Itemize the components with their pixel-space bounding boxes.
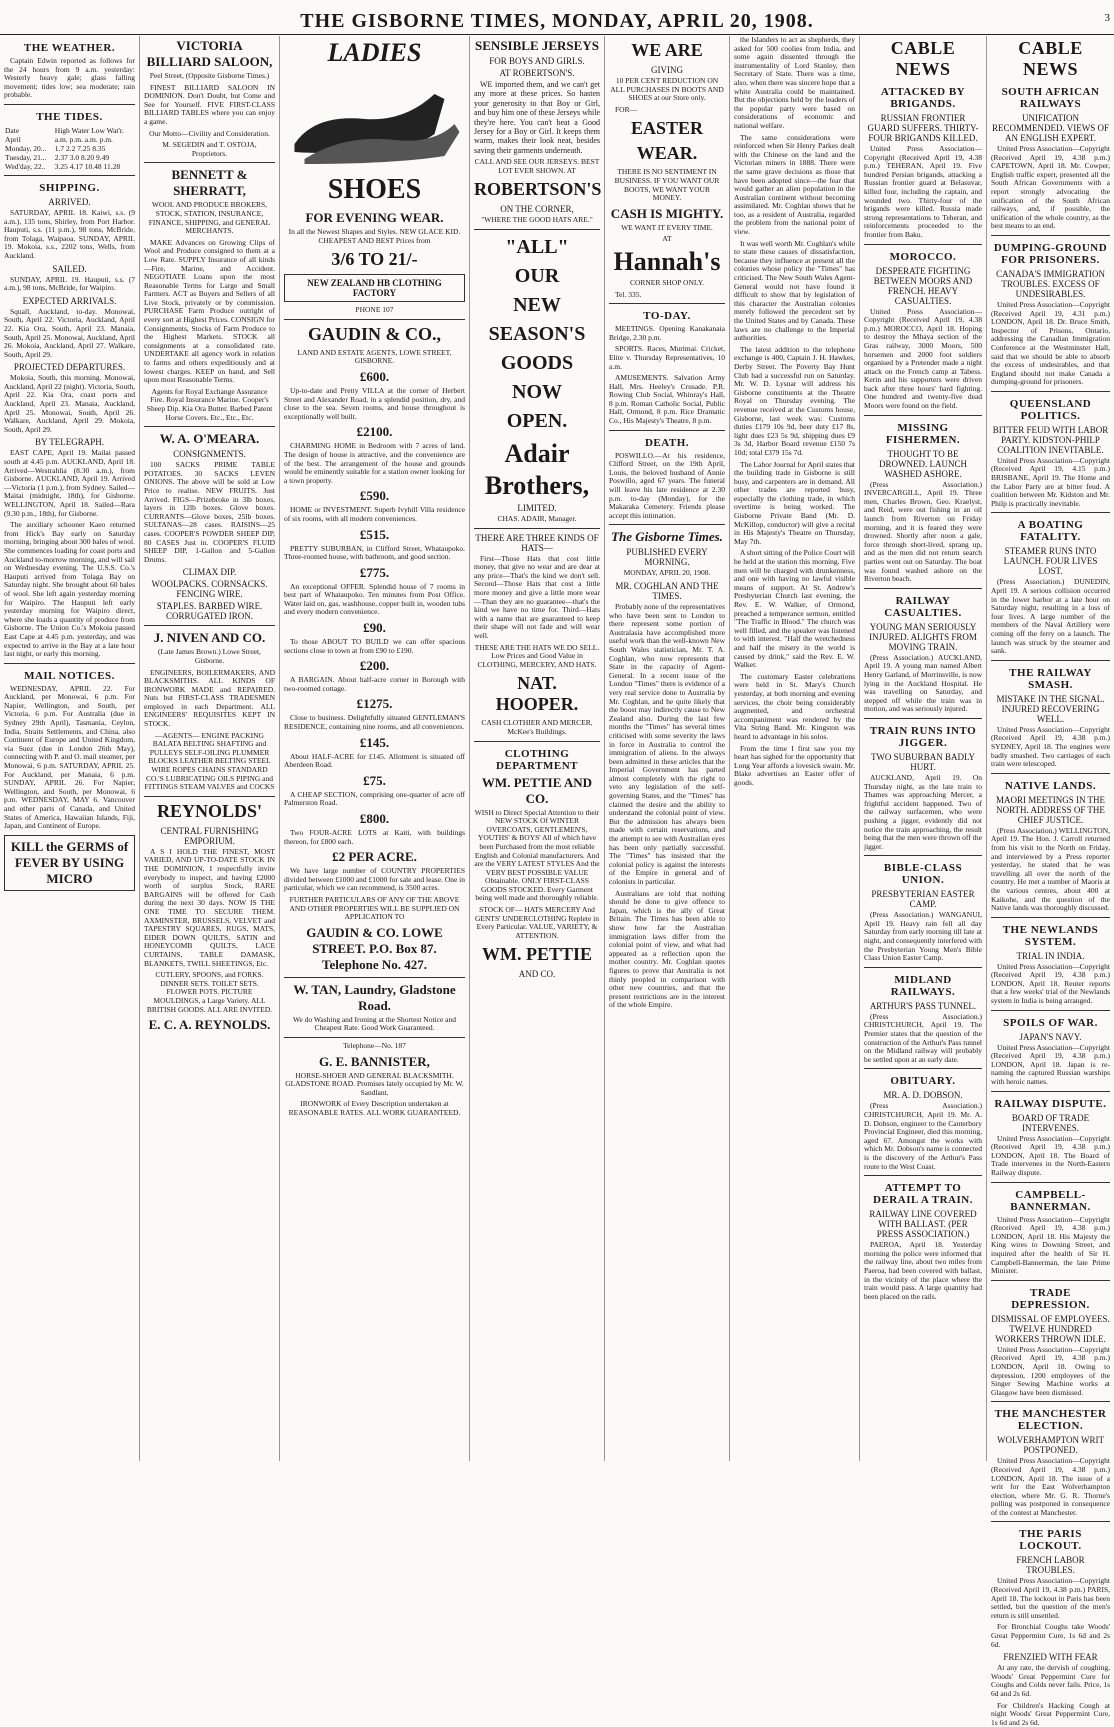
banister-text: HORSE-SHOER AND GENERAL BLACKSMITH. GLADSTONE ROAD. Promises lately occupied by Mr. W. Sandlant.: [285, 1070, 464, 1097]
cable-head-2: CABLE NEWS: [1018, 38, 1083, 79]
sailed-text: SUNDAY, APRIL 19. Hauputi, s.s. (7 a.m.), 98 tons, McBride, for Waipiro.: [4, 274, 135, 293]
corner-shop: CORNER SHOP ONLY.: [629, 277, 705, 287]
reynolds-head: REYNOLDS': [156, 800, 263, 821]
masthead-title: THE GISBORNE TIMES, MONDAY, APRIL 20, 1908.: [300, 10, 814, 32]
jerseys-text: WE imported them, and we can't get any more at these prices. So hasten your generosity to that Boy or Girl, and buy him one of these Jerseys while they're here. You can't beat a Good Jersey for a Boy or Girl. It keeps them warm, makes their look neat, besides saving their garments underneath.: [474, 80, 600, 155]
giving-word: GIVING: [651, 65, 683, 75]
arrived-head: ARRIVED.: [48, 196, 91, 207]
trade-sub: DISMISSAL OF EMPLOYEES. TWELVE HUNDRED WORKERS THROWN IDLE.: [991, 1313, 1110, 1344]
our-word: OUR: [514, 265, 560, 288]
listing-1: Up-to-date and Pretty VILLA at the corner of Herbert Street and Alexander Road, in a splendid position, dry, and close to the sea. Seven rooms, and house throughout is exceptionally well built.: [284, 385, 465, 421]
table-row: [4, 144, 135, 153]
natives-text: (Press Association.) WELLINGTON, April 19. The Hon. J. Carroll returned from his visit to the North on Friday, and interviewed by a Press reporter yesterday, he stated that he was travelling all over the north of the country. He met a number of Maoris at the various centres, about 400 at Kaikohe, and the question of the Native lands was thoroughly discussed.: [991, 825, 1110, 913]
qld-head: QUEENSLAND POLITICS.: [1009, 397, 1092, 422]
mail-head: MAIL NOTICES.: [24, 669, 115, 682]
gaudin-head: GAUDIN & CO.,: [308, 323, 441, 344]
tide-cell: a.m. p.m. a.m. p.m.: [54, 134, 113, 144]
frenzied-text: At any rate, the dervish of coughing, Woods' Great Peppermint Cure for Coughs and Colds never fails. Price, 1s 6d and 2s 6d.: [991, 1663, 1110, 1698]
now-word: NOW: [512, 381, 562, 404]
omeara-sub: CONSIGNMENTS.: [173, 449, 246, 460]
amusements: AMUSEMENTS. Salvation Army Hall, Mrs. Heeley's Crusade. P.R. Rowing Club Social, Whinray's Hall, 8 p.m. Roman Catholic Social, Public Hall, Ormond, 8 p.m. Rice Dramatic Co., His Majesty's Theatre, 8 p.m.: [609, 373, 725, 426]
reynolds-sub: CENTRAL FURNISHING EMPORIUM.: [160, 825, 259, 846]
sailed-head: SAILED.: [52, 263, 87, 274]
column-1: [0, 36, 140, 1461]
obituary-text: (Press Association.) CHRISTCHURCH, April 19. Mr. A. D. Dobson, engineer to the Canterbury Provincial Engineer, died this morning, aged 67. Amongst the works with which Mr. Dobson's name is connected is the discovery of the Arthur's Pass route to the West Coast.: [864, 1101, 983, 1171]
dispute-head: RAILWAY DISPUTE.: [994, 1097, 1107, 1110]
clothing-dept: CLOTHING DEPARTMENT: [495, 747, 579, 772]
manchester-text: United Press Association—Copyright (Received April 19, 4.38 p.m.) LONDON, April 18. The issue of a writ for the East Wolverhampton election, where Mr. G. R. Thorne's polling was postponed in consequence of the contest at Manchester.: [991, 1456, 1110, 1517]
bennett-agents: Agents for Royal Exchange Assurance Fire. Royal Insurance Marine. Cooper's Sheep Dip. Kia Ora Butter. Barbed Patent Horse Covers. Etc., Etc., Etc.: [146, 386, 273, 422]
three-kinds-head: THERE ARE THREE KINDS OF HATS—: [475, 532, 599, 553]
children-text: For Children's Hacking Cough at night Woods' Great Peppermint Cure, 1s 6d and 2s 6d.: [991, 1700, 1110, 1727]
hooper-head: NAT. HOOPER.: [495, 673, 579, 715]
new-word: NEW: [513, 294, 561, 317]
weare-word: WE ARE: [631, 40, 703, 60]
omeara-staples: STAPLES. BARBED WIRE. CORRUGATED IRON.: [156, 601, 263, 622]
railway-sub: YOUNG MAN SERIOUSLY INJURED. ALIGHTS FROM MOVING TRAIN.: [869, 621, 977, 652]
price-5: £775.: [359, 564, 390, 580]
listing-3: HOME or INVESTMENT. Superb Ivyhill Villa residence of six rooms, with all modern conveniences.: [284, 505, 465, 523]
gaudin-sig: GAUDIN & CO. LOWE STREET. P.O. Box 87. Telephone No. 427.: [306, 924, 443, 972]
pettie-stock: STOCK OF— HATS MERCERY And GENTS' UNDERCLOTHING Replete in Every Particular. VALUE, VARIETY, & ATTENTION.: [474, 905, 600, 940]
midland-sub: ARTHUR'S PASS TUNNEL.: [869, 1000, 977, 1011]
smash-text: United Press Association—Copyright (Received April 19, 4.38 p.m.) SYDNEY, April 18. The engines were badly smashed. Two carriages of each train were telescoped.: [991, 724, 1110, 769]
trade-text: United Press Association—Copyright (Received April 19, 4.38 p.m.) LONDON, April 18. Owing to depression, 1200 employees of the Singer Sewing Machine works at Glasgow have been dismissed.: [991, 1344, 1110, 1397]
natives-sub: MAORI MEETINGS IN THE NORTH. ADDRESS OF THE CHIEF JUSTICE.: [995, 794, 1106, 825]
qld-text: United Press Association—Copyright (Received April 19, 4.15 p.m.) BRISBANE, April 19. The Home and the Labor Party are at bitter feud. A coalition between Mr. Kidston and Mr. Philp is practically inevitable.: [991, 455, 1110, 508]
sports: SPORTS. Races, Murimai. Cricket, Elite v. Thursday Representatives, 10 a.m.: [609, 344, 725, 371]
micro-ad: KILL the GERMS of FEVER BY USING MICRO: [4, 835, 135, 891]
death-text: POSWILLO.—At his residence, Clifford Street, on the 19th April, Louis, the beloved husband of Annie Poswillo, aged 67 years. The funeral will leave his late residence at 2.30 p.m. to-day (Monday), for the Makaraka Cemetery. Friends please accept this intimation.: [609, 450, 725, 520]
listing-10: A CHEAP SECTION, comprising one-quarter of acre off Palmerston Road.: [284, 789, 465, 808]
natives-head: NATIVE LANDS.: [1004, 779, 1097, 792]
newlands-sub: TRIAL IN INDIA.: [1016, 950, 1085, 961]
boat-text: (Press Association.) DUNEDIN, April 19. A serious collision occurred in the lower harbor at a late hour on Saturday night, resulting in a loss of four lives. A large number of the members of the Naval Artillery were coming off the ferry on a launch. The launch was struck by the steamer and sank.: [991, 577, 1110, 656]
midland-head: MIDLAND RAILWAYS.: [890, 973, 956, 998]
tan-text: We do Washing and Ironing at the Shortest Notice and Cheapest Rate. Good Work Guaranteed.: [293, 1014, 456, 1033]
editorial-head: MR. COGHLAN AND THE TIMES.: [615, 581, 719, 601]
telegraph-head: BY TELEGRAPH.: [34, 437, 104, 448]
price-10: £75.: [363, 772, 386, 788]
smash-sub: MISTAKE IN THE SIGNAL. INJURED RECOVERING WELL.: [996, 693, 1105, 724]
morocco-text: United Press Association—Copyright (Received April 19, 4.38 p.m.) MOROCCO, April 18. Hoping to destroy the Mhaya section of the Gras railway, 3000 Moors, 500 horsemen and 2000 foot soldiers organised by a Pretender made a night attack on the French camp at Tabess. Kerin and his supporters were driven back after three hours' hard fighting. One hundred and twenty-five dead Moors were found on the field.: [864, 306, 982, 411]
jigger-text: AUCKLAND, April 19. On Thursday night, as the late train to Thames was approaching Mercer, a frightful accident happened. Two of the railway surfacemen, who were pushing a jigger, evidently did not notice the train approaching, the result being that the men were thrown off the jigger.: [864, 772, 982, 851]
listing-2: CHARMING HOME in Bedroom with 7 acres of land. The design of house is attractive, and the convenience are of the best. The arrangement of the house and grounds would be eminently suitable for a station owner looking for a town property.: [284, 441, 465, 485]
manchester-head: THE MANCHESTER ELECTION.: [994, 1408, 1107, 1433]
meetings: MEETINGS. Opening Kanakanaia Bridge, 2.30 p.m.: [609, 324, 725, 342]
price-7: £200.: [359, 658, 390, 674]
masthead: [0, 0, 1114, 35]
newlands-text: United Press Association—Copyright (Received April 19, 4.38 p.m.) LONDON, April 18. Reuter reports that a few weeks' trial of the Newlands system in India is being arranged.: [991, 961, 1110, 1006]
ladies-word: LADIES: [327, 38, 422, 67]
spoils-text: United Press Association—Copyright (Received April 19, 4.38 p.m.) LONDON, April 18. Japan is re-naming the captured Russian warships with heroic names.: [991, 1042, 1110, 1087]
trade-head: TRADE DEPRESSION.: [1011, 1286, 1090, 1311]
hannahs: Hannah's: [613, 246, 721, 276]
railway-head: RAILWAY CASUALTIES.: [884, 594, 962, 619]
jigger-sub: TWO SUBURBAN BADLY HURT.: [870, 751, 976, 772]
omeara-woolpacks: WOOLPACKS. CORNSACKS. FENCING WIRE.: [151, 579, 268, 600]
sa-sub: UNIFICATION RECOMMENDED. VIEWS OF AN ENGLISH EXPERT.: [991, 113, 1110, 143]
editorial-text: Probably none of the representatives who have been sent to London to there represent some portion of Australasia have accomplished more useful work than the well-known New South Wales statistician, Mr. T. A. Coghlan, who now represents that State in the capacity of Agent-General. In a recent issue of the London "Times" there is evidence of a very real service done to Australia by Mr. Coghlan, and he quite likely that the boost may indirectly cause to New Zealand also. During the last few months the "Times" has several times criticised with some severity the laws in force in Australia to control the immigration of aliens. In the always been admitted in these articles that the Imperial Government has parted almost completely with the right to veto any legislation of the self-governing States, and the "Times" has claimed the desire and the ability to understand the colonial point of view. But the admission has always been made with certain reservations, and the attempt to see with Australian eyes has been only partially successful. The "Times" has insisted that the colonial policy is against the interests of the Empire in general and of colonists in particular.: [609, 602, 725, 886]
col6-text-d: The latest addition to the telephone exchange is 400, Captain J. H. Hawkes, Derby Street. The Poverty Bay Hunt Club had a successful run on Saturday. Mr. W. D. Lysnar will address his Gisborne constituents at the Theatre Royal on Thursday evening. The revenue received at the Customs house, Gisborne, last week was: Customs duties £179 10s 9d, beer duty £17 8s, light dues £23 5s 9d, shipping dues £9 3s 3d, Harbor Board revenue £150 7s 10d; total £379 15s 7d.: [734, 344, 855, 457]
price-11: £800.: [359, 811, 390, 826]
brigands-text: United Press Association—Copyright (Received April 19, 4.38 p.m.) TEHERAN, April 19. Five hundred Persian brigands, attacking a Russian frontier guard at Belasuvar, killed four, including the captain, and wounded two. Thirty-four of the brigands were killed. Russia made strong representations to Teheran, and reinforcements proceeded to the frontier from Baku.: [864, 144, 982, 239]
tide-cell: 3.25 4.17 10.48 11.28: [54, 161, 121, 171]
shoe-ad: [284, 38, 465, 208]
newlands-head: THE NEWLANDS SYSTEM.: [1002, 923, 1099, 948]
billiard-motto: Our Motto—Civility and Consideration.: [149, 128, 270, 138]
price-label: 3/6 TO 21/-: [331, 249, 418, 270]
table-row: [4, 135, 135, 144]
derail-sub: RAILWAY LINE COVERED WITH BALLAST. (PER PRESS ASSOCIATION.): [869, 1209, 977, 1240]
campbell-text: United Press Association—Copyright (Received April 19, 4.38 p.m.) LONDON, April 18. His Majesty the King wires to Downing Street, and inquired after the health of Sir H. Campbell-Bannerman, the late Prime Minister.: [991, 1214, 1110, 1276]
jerseys-head: SENSIBLE JERSEYS: [475, 38, 599, 53]
wear-word: WEAR.: [636, 143, 698, 164]
boat-head: A BOATING FATALITY.: [1017, 519, 1084, 544]
bennett-head: BENNETT & SHERRATT,: [171, 167, 248, 199]
tides-table: [4, 126, 135, 171]
banister-foot: IRONWORK of Every Description undertaken at REASONABLE RATES. ALL WORK GUARANTEED.: [288, 1099, 461, 1117]
banister-sub: Telephone—No. 187: [343, 1040, 406, 1050]
listing-5: An exceptional OFFER. Splendid house of 7 rooms in best part of Whataupoko. Ten minutes from Post Office. Water laid on, gas, washhouse, copper built in, wooden tubs and every modern convenience.: [284, 581, 465, 617]
col6-text-e: The Labor Journal for April states that the building trade in Gisborne is still busy, and carpenters are in demand. All other trades are reported busy, especially the clothing trade, in which overtime is being worked. The Gisborne Private Band (Mr. D. McKillop, conductor) will give a recital in His Majesty's Theatre on Thursday, May 7th.: [734, 459, 855, 546]
dispute-text: United Press Association—Copyright (Received April 19, 4.38 p.m.) LONDON, April 18. The Board of Trade intervenes in the North-Eastern Railway dispute.: [991, 1133, 1110, 1177]
three-kinds-more: THESE ARE THE HATS WE DO SELL. Low Prices and Good Value in CLOTHING, MERCERY, AND HATS.: [474, 642, 600, 669]
tide-cell: Monday, 20...: [5, 143, 47, 153]
shipping-head: SHIPPING.: [39, 181, 100, 194]
midland-text: (Press Association.) CHRISTCHURCH, April 19. The Premier states that the question of the construction of the Arthur's Pass tunnel on the Midland railway will probably be settled upon at an early date.: [864, 1011, 982, 1064]
at-word: AT: [662, 234, 672, 244]
tide-cell: 1.7 2.2 7.25 8.35: [54, 143, 106, 153]
evening-text: In all the Newest Shapes and Styles. NEW GLACE KID. CHEAPEST AND BEST Prices from: [288, 227, 461, 245]
spoils-head: SPOILS OF WAR.: [1003, 1016, 1098, 1029]
adair-word: Adair: [504, 439, 570, 469]
derail-text: PAEROA, April 18. Yesterday morning the police were informed that the railway line, about two miles from Paeroa, had been covered with ballast, in the vicinity of the place where the train would pass. A large quantity had been placed on the rails.: [864, 1240, 982, 1301]
boat-sub: STEAMER RUNS INTO LAUNCH. FOUR LIVES LOST.: [1003, 546, 1098, 577]
col6-text-b: The same considerations were reinforced when Sir Henry Parkes dealt with the Chinese on the land and the Victorian miners in 1888. There were the same grave decisions as those that have been adopted since—the fear that would gather an alien population in the Australian continent without becoming assimilated. Mr. Coghlan shows that he too, as a resident of Australia, regarded the problem from the national point of view.: [734, 132, 855, 237]
tide-cell: April: [5, 134, 21, 144]
tel-number: Tel. 335.: [615, 289, 642, 299]
price-9: £145.: [359, 734, 390, 750]
hb-logo: NEW ZEALAND HB CLOTHING FACTORY: [284, 274, 465, 302]
shoe-illustration: [284, 74, 465, 164]
listing-8: Close to business. Delightfully situated GENTLEMAN'S RESIDENCE, containing nine rooms, and all conveniences.: [284, 713, 465, 732]
omeara-climax: CLIMAX DIP.: [182, 567, 237, 578]
billiard-sub: Peel Street, (Opposite Gisborne Times.): [149, 71, 270, 80]
robertsons-sub: ON THE CORNER,: [500, 204, 574, 215]
reynolds-sig: E. C. A. REYNOLDS.: [148, 1017, 271, 1033]
goods-word: GOODS: [500, 352, 574, 375]
no-sentiment: THERE IS NO SENTIMENT IN BUSINESS. IF YOU WANT OUR BOOTS, WE WANT YOUR MONEY.: [614, 167, 720, 203]
tide-cell: High Water Low Wat'r.: [54, 125, 124, 135]
manchester-sub: WOLVERHAMPTON WRIT POSTPONED.: [996, 1435, 1105, 1456]
tide-cell: Tuesday, 21...: [5, 152, 47, 162]
arrived-text: SATURDAY, APRIL 18. Kaiwi, s.s. (9 a.m.), 135 tons, Shirley, from Port Harbor. Hauputi, s.s. (11 p.m.), 98 tons, McBride, from Tolaga, Waipaoa. SUNDAY, APRIL 19. Mokoia, s.s., 2202 tons, Wells, from Auckland.: [4, 207, 135, 260]
table-row: [4, 153, 135, 162]
column-7: [860, 36, 987, 1461]
derail-head: ATTEMPT TO DERAIL A TRAIN.: [873, 1182, 973, 1207]
price-12: £2 PER ACRE.: [332, 849, 417, 865]
column-6: [730, 36, 860, 1461]
columns: [0, 35, 1114, 1727]
col6-text-h: From the time I first saw you my heart has sighed for the opportunity that Long Year affords a lovesick swain. Mr. Blake advertises an Easter offer of goods.: [734, 743, 855, 787]
cash-mighty: CASH IS MIGHTY.: [610, 205, 724, 221]
railway-text: (Press Association.) AUCKLAND, April 19. A young man named Albert Henry Garland, of Morrinsville, is now lying in the Auckland Hospital. He was travelling on Saturday, and stepped off while the train was in motion, and was seriously injured.: [864, 652, 982, 714]
brigands-head: ATTACKED BY BRIGANDS.: [880, 86, 966, 110]
col6-text-a: the Islanders to act as shepherds, they asked for 500 coolies from India, and some again dissented through the instrumentality of Lord Stanley, then Secretary of State. There was a time, also, when there was sincere hope that a white Australia could be maintained. But the objections held by the leaders of the popular party were based on considerations of economic and national welfare.: [734, 35, 856, 130]
times-name: The Gisborne Times.: [611, 529, 723, 545]
pettie-head: WM. PETTIE AND CO.: [481, 774, 593, 806]
listing-4: PRETTY SUBURBAN, in Clifford Street, Whataupoko. Three-roomed house, with bathroom, and good section.: [284, 543, 465, 562]
shipping-body: The auxiliary schooner Kaeo returned from Hick's Bay early on Saturday morning, bringing about 300 bales of wool. She commences loading for coast ports and Auckland to-morrow morning, and will sail on Wednesday evening. The U.S.S. Co.'s Hauputi arrived from Tolaga Bay on Saturday night. She brought about 60 bales of wool. She left again yesterday morning for Waipiro. The Hauputi left early yesterday morning for Waipiro direct, where she loads a quantity of produce from Gisborne. The Union Co.'s Mokoia passed East Cape at 4.45 p.m. yesterday, and was expected to arrive in the Bay at a late hour last night, or early this morning.: [4, 520, 135, 659]
tan-head: W. TAN, Laundry, Gladstone Road.: [293, 981, 456, 1013]
reynolds-more: CUTLERY, SPOONS, and FORKS. DINNER SETS. TOILET SETS. FLOWER POTS. PICTURE MOULDINGS, a Large Variety. ALL BRITISH GOODS. ALL ARE INVITED.: [146, 970, 273, 1014]
billiard-props: M. SEGEDIN and T. OSTOJA, Proprietors.: [162, 140, 257, 158]
sa-text: United Press Association—Copyright (Received April 19, 4.38 p.m.) CAPETOWN, April 18. Mr. Cowper, English traffic expert, presented all the South African Governments with a report strongly advocating the unification of the South African railways, and, if possible, the unification of the whole country, as the best means to an end.: [991, 144, 1110, 231]
woods-text: For Bronchial Coughs take Woods' Great Peppermint Cure, 1s 6d and 2s 6d.: [991, 1622, 1110, 1649]
banister-head: G. E. BANNISTER,: [319, 1053, 430, 1069]
reduction-text: 10 PER CENT REDUCTION ON ALL PURCHASES IN BOOTS AND SHOES at our Store only.: [610, 76, 724, 103]
reynolds-text: A S I HOLD THE FINEST, MOST VARIED, AND UP-TO-DATE STOCK IN THE DOMINION, I respectfully invite everybody to inspect, and having £2000 worth of surplus Stock, RARE BARGAINS will be offered for Cash during the next 30 days. NOW IS THE ONE TIME TO SECURE THEM. AXMINSTER, BRUSSELS, VELVET and TAPESTRY SQUARES, RUGS, MATS, EIDER DOWN QUILTS, SATIN and HONEYCOMB QUILTS, LACE CURTAINS, TABLE DAMASK, BLANKETS, TWILL SHEETINGS, Etc.: [144, 846, 275, 968]
morocco-sub: DESPERATE FIGHTING BETWEEN MOORS AND FRENCH. HEAVY CASUALTIES.: [873, 265, 973, 306]
campbell-head: CAMPBELL-BANNERMAN.: [1010, 1188, 1091, 1213]
column-8: [987, 36, 1114, 1727]
billiard-text: FINEST BILLIARD SALOON IN DOMINION. Don't Doubt, but Come and See for Yourself. FIVE FIRST-CLASS BILLIARD TABLES where you can enjoy a game.: [144, 82, 275, 126]
published: PUBLISHED EVERY MORNING.: [626, 547, 708, 568]
niven-agents: —AGENTS— ENGINE PACKING BALATA BELTING SHAFTING and PULLEYS SELF-OILING PLUMMER BLOCKS LEATHER BELTING STEEL WIRE ROPES CHAINS STANDARD CO.'S LUBRICATING OILS PIPING and FITTINGS STEAM VALVES and COCKS: [144, 730, 275, 792]
qld-sub: BITTER FEUD WITH LABOR PARTY. KIDSTON-PHILP COALITION INEVITABLE.: [992, 424, 1109, 455]
price-2: £2100.: [356, 424, 393, 440]
fishermen-text: (Press Association.) INVERCARGILL, April 19. Three men, Charles Brown, Geo. Kraelyst, and Reid, were out fishing in an oil launch from Riverton on Friday morning, and it is feared they were drowned. Shortly after noon a gale, force through short-lived, sprang up, and as the men did not return search parties went out on Saturday. The boat was found washed ashore on the Riverton beach.: [864, 479, 982, 584]
tide-cell: Wed'day, 22..: [5, 161, 46, 171]
bible-text: (Press Association.) WANGANUI, April 19. Heavy rain fell all day Saturday from early morning till late at night, and consequently interfered with the Presbyterian Young Men's Bible Class Union Easter Camp.: [864, 910, 982, 963]
obituary-head: OBITUARY.: [890, 1075, 956, 1088]
listing-9: About HALF-ACRE for £145. Allotment is situated off Aberdeen Road.: [284, 751, 465, 770]
page-number: 3: [1104, 12, 1110, 24]
death-head: DEATH.: [644, 436, 690, 449]
jigger-head: TRAIN RUNS INTO JIGGER.: [869, 724, 977, 749]
niven-head: J. NIVEN AND CO.: [153, 630, 266, 646]
easter-word: EASTER: [630, 118, 704, 139]
jerseys-call: CALL AND SEE OUR JERSEYS. BEST LOT EVER SHOWN. AT: [474, 157, 600, 175]
date-line: MONDAY, APRIL 20, 1908.: [623, 568, 711, 578]
tides-head: THE TIDES.: [36, 110, 103, 123]
today-head: TO-DAY.: [643, 310, 691, 323]
fishermen-head: MISSING FISHERMEN.: [885, 421, 961, 446]
expected-text: Squall, Auckland, to-day. Monowai, South, April 22. Victoria, Auckland, April 22. Kia Ora, South, April 23. Manaia, South, April 25. Monowai, Auckland, April 26. Mokoia, Auckland, April 27. Walkare, South, April 29.: [4, 306, 135, 359]
smash-head: THE RAILWAY SMASH.: [1009, 666, 1092, 691]
limited-word: LIMITED.: [517, 503, 557, 514]
dumping-sub: CANADA'S IMMIGRATION TROUBLES. EXCESS OF UNDESIRABLES.: [996, 268, 1105, 299]
phone-label: PHONE 107: [355, 305, 394, 315]
dumping-text: United Press Association—Copyright (Received April 19, 4.31 p.m.) LONDON, April 18. Dr. Bruce Smith, Inspector of Prisons, Ontario, addressing the Canadian Immigration Conference at the Westminster Hall, said that we should be able to absorb the excess of undesirables, and that England should not make Canada a dumping-ground for prisoners.: [991, 299, 1110, 387]
projected-text: Mokoia, South, this morning. Monowai, Auckland, April 22 (night). Victoria, South, April 22. Kia Ora, coast ports and Auckland, April 23. Manaia, Auckland, April 25. Monowai, South, April 26. Walkare, Auckland, April 29. Mokoia, South, April 29.: [4, 373, 135, 434]
sa-head: SOUTH AFRICAN RAILWAYS: [1001, 86, 1100, 110]
paris-head: THE PARIS LOCKOUT.: [1019, 1528, 1082, 1553]
price-1: £600.: [359, 368, 390, 384]
table-row: [4, 162, 135, 171]
omeara-head: W. A. O'MEARA.: [159, 431, 260, 447]
bible-sub: PRESBYTERIAN EASTER CAMP.: [871, 889, 975, 910]
niven-text: ENGINEERS, BOILERMAKERS, AND BLACKSMITHS. ALL KINDS OF IRONWORK MADE and REPAIRED. Nuts but FIRST-CLASS TRADESMEN employed in each Department. ALL ENGINEERS' REQUISITES KEPT IN STOCK.: [144, 667, 275, 729]
jerseys-sub: FOR BOYS AND GIRLS.: [489, 56, 585, 66]
bennett-sub: WOOL AND PRODUCE BROKERS, STOCK, STATION, INSURANCE, FINANCE, SHIPPING, and GENERAL MERCHANTS.: [148, 200, 271, 236]
col6-text-g: The customary Easter celebrations were held in St. Mary's Church yesterday, at both morning and evening services, the choir being considerably augmented, and orchestral accompaniment was rendered by the Vita String Band. Mr. Kingston was heard to advantage in his solos.: [734, 671, 855, 741]
listing-7: A BARGAIN. About half-acre corner in Borough with two-roomed cottage.: [284, 675, 465, 693]
listing-12: We have large number of COUNTRY PROPERTIES divided between £1000 and £1000 for sale and lease. One in particular, which we can recommend, is 3500 acres.: [284, 866, 465, 893]
bible-head: BIBLE-CLASS UNION.: [883, 862, 963, 887]
price-8: £1275.: [356, 696, 393, 712]
price-3: £590.: [359, 488, 390, 504]
table-row: [4, 126, 135, 135]
want-it: WE WANT IT EVERY TIME.: [621, 222, 713, 232]
gaudin-sub: LAND AND ESTATE AGENTS, LOWE STREET, GISBORNE.: [297, 347, 452, 366]
spoils-sub: JAPAN'S NAVY.: [1019, 1031, 1082, 1042]
col6-text-c: It was well worth Mr. Coghlan's while to state these causes of dissatisfaction, because they influence at present all the colonies whose policy the "Times" has criticised. The New South Wales Agent-General would not have found it difficult to show that by legislation of this character the Australian colonies merely followed the precedent set by the United States and by Canada. These laws are no challenge to the Imperial authorities.: [734, 238, 855, 343]
three-kinds-text: First—Those Hats that cost little money, that give no wear and are dear at any price—That's the kind we don't sell. Second—Those Hats that cost a little more money and give a little more wear—Than they are no guarantee—that's the kind we have no time for. Third—Hats with a name that are guaranteed to keep their shape will not fade and will wear well.: [474, 553, 600, 640]
column-2: [140, 36, 280, 1461]
billiard-head: VICTORIA BILLIARD SALOON,: [146, 38, 273, 69]
brigands-sub: RUSSIAN FRONTIER GUARD SUFFERS. THIRTY-FOUR BRIGANDS KILLED.: [867, 113, 979, 143]
mail-text: WEDNESDAY, APRIL 22. For Auckland, per Monowai, 6 p.m. For Napier, Wellington, and South, per Victoria, 6 p.m. For Australia (due in Sydney 29th April), Tasmania, Ceylon, India, Straits Settlements, and China, also Continent of Europe and United Kingdom, via Suez (due in London 26th May), connecting with P. and O. mail steamer, per Monowai, 6 p.m. SATURDAY, APRIL 25. For Auckland, per Manaia, 6 p.m. SUNDAY, APRIL 26. For Napier, Wellington, and South, per Monowai, 6 p.m. WEDNESDAY, MAY 6. Vancouver and other parts of Canada, and United States of America, Hawaiian Islands, Fiji, Japan, and Continent of Europe.: [4, 683, 135, 831]
jerseys-at: AT ROBERTSON'S.: [499, 68, 575, 78]
editorial-text-2: Australians are told that nothing should be done to give offence to Japan, which is the ally of Great Britain. The Times has been able to show how far the Australian immigration laws differ from the colonial point of view, and what had appeared as a reflection upon the mother country. Mr. Coghlan quotes figures to prove that Australia is not thinly peopled in comparison with other new countries, and that the present restrictions are in the interest of the whole Empire.: [609, 888, 725, 1010]
for-label: FOR—: [615, 104, 638, 114]
fishermen-sub: THOUGHT TO BE DROWNED. LAUNCH WASHED ASHORE.: [879, 448, 967, 479]
cable-head: CABLE NEWS: [890, 38, 956, 79]
robertsons-tag: "WHERE THE GOOD HATS ARE.": [481, 215, 593, 225]
tide-cell: Date: [5, 125, 20, 135]
expected-head: EXPECTED ARRIVALS.: [22, 295, 117, 306]
pettie-sig2: AND CO.: [518, 969, 556, 980]
paris-sub: FRENCH LABOR TROUBLES.: [1016, 1555, 1085, 1576]
column-5: [605, 36, 730, 1461]
listing-13: FURTHER PARTICULARS OF ANY OF THE ABOVE AND OTHER PROPERTIES WILL BE SUPPLIED ON APPLICATION TO: [289, 894, 460, 922]
brothers-word: Brothers,: [484, 471, 590, 501]
evening-head: FOR EVENING WEAR.: [305, 210, 444, 225]
projected-head: PROJECTED DEPARTURES.: [13, 362, 126, 373]
price-6: £90.: [363, 620, 386, 636]
pettie-text: WISH to Direct Special Attention to their NEW STOCK Of WINTER OVERCOATS, GENTLEMEN'S, YOUTHS' & BOYS' All of which have been Purchased from the most reliable English and Colonial manufacturers. And are the VERY LATEST STYLES And the VERY BEST POSSIBLE VALUE Obtainable. ONLY FIRST-CLASS GOODS STOCKED. Every Garment being well made and thoroughly reliable.: [474, 807, 600, 903]
robertsons: ROBERTSON'S: [474, 179, 602, 200]
telegraph-text: EAST CAPE, April 19. Mailai passed south at 4.45 p.m. AUCKLAND, April 18. Arrived—Westrahlia (8.30 a.m.), from Gisborne. AUCKLAND, April 19. Arrived—Victoria (1 p.m.), from Sydney. Sailed—Maitai (midnight, 18th), for Gisborne. WELLINGTON, April 18. Sailed—Rara (9.30 p.m., 18th), for Gisborne.: [4, 448, 135, 518]
weather-text: Captain Edwin reported as follows for the 24 hours from 9 a.m. yesterday: Westerly heavy gale; glass falling movement; tides low; sea moderate; rain probable.: [4, 56, 135, 100]
dumping-head: DUMPING-GROUND FOR PRISONERS.: [993, 241, 1108, 266]
pettie-sig: WM. PETTIE: [481, 944, 592, 965]
niven-sub: (Late James Brown.) Lowe Street, Gisborne.: [158, 647, 261, 665]
seasons-word: SEASON'S: [488, 323, 586, 346]
obituary-sub: MR. A. D. DOBSON.: [883, 1090, 963, 1101]
shoes-word: SHOES: [327, 174, 422, 205]
morocco-head: MOROCCO.: [889, 250, 957, 263]
column-4: [470, 36, 605, 1461]
column-3: [280, 36, 470, 1461]
frenzied-head: FRENZIED WITH FEAR: [1003, 1652, 1098, 1663]
listing-11: Two FOUR-ACRE LOTS at Kaiti, with buildings thereon, for £800 each.: [284, 828, 465, 846]
weather-head: THE WEATHER.: [23, 42, 116, 54]
listing-6: To those ABOUT TO BUILD we can offer spacious sections close to town at from £90 to £190.: [284, 637, 465, 655]
omeara-text: 100 SACKS PRIME TABLE POTATOES. 30 SACKS LEVEN ONIONS. The above will be sold at Low Price to realise. NEW FRUITS. Just Arrived. FIGS—Prizebroke in 3lb boxes, layers in 12lb boxes. Glove boxes. CURRANTS—Glove boxes, 25lb boxes. SULTANAS—28 cases. RAISINS—25 cases. COOPER'S POWDER SHEEP DIP, 80 CASES Just in. COOPER'S FLUID SHEEP DIP, 1-Gallon and 5-Gallon Drums.: [144, 460, 275, 564]
price-4: £515.: [359, 526, 390, 542]
dispute-sub: BOARD OF TRADE INTERVENES.: [1011, 1112, 1090, 1133]
adair-sig: CHAS. ADAIR, Manager.: [497, 514, 577, 524]
open-word: OPEN.: [506, 410, 568, 433]
bennett-text: MAKE Advances on Growing Clips of Wool and Produce consigned to them at a Low Rate. SUPPLY Insurance of all kinds—Fire, Marine, and Accident. NEGOTIATE Loans upon the most Reasonable Terms for Large and Small Farmers. ACT as Buyers and Sellers of all Live Stock, privately or by commission. PURCHASE Farm Produce outright of every sort at Highest Prices. CONSIGN for Consignments, Stocks of Farm Produce to the Highest Markets. STOCK all consignments at a consolidated rate. UNDERTAKE all agency work in relation to farms and others expeditiously and at lowest charges. KEEP on hand, and Sell upon most Reasonable Terms.: [144, 237, 275, 385]
col6-text-f: A short sitting of the Police Court will be held at the station this morning. Five men will be charged with drunkenness, and one with having no lawful visible means of support. At St. Andrew's Presbyterian Church last evening, the Rev. E. W. Walker, of Ormond, preached a temperance sermon, entitled "The Traffic in Blood." The church was well filled, and the speaker was listened to with interest. "Half the wretchedness and half the misery in the world is caused by drink," said the Rev. E. W. Walker.: [734, 548, 855, 670]
paris-text: United Press Association—Copyright (Received April 19, 4.38 p.m.) PARIS, April 18. The lockout in Paris has been settled, but the question of the men's return is still unsettled.: [991, 1576, 1110, 1620]
tide-cell: 2.37 3.0 8.20 9.49: [54, 152, 110, 162]
hooper-sub: CASH CLOTHIER AND MERCER, McKee's Buildings.: [481, 718, 593, 736]
all-word: "ALL": [505, 236, 569, 259]
